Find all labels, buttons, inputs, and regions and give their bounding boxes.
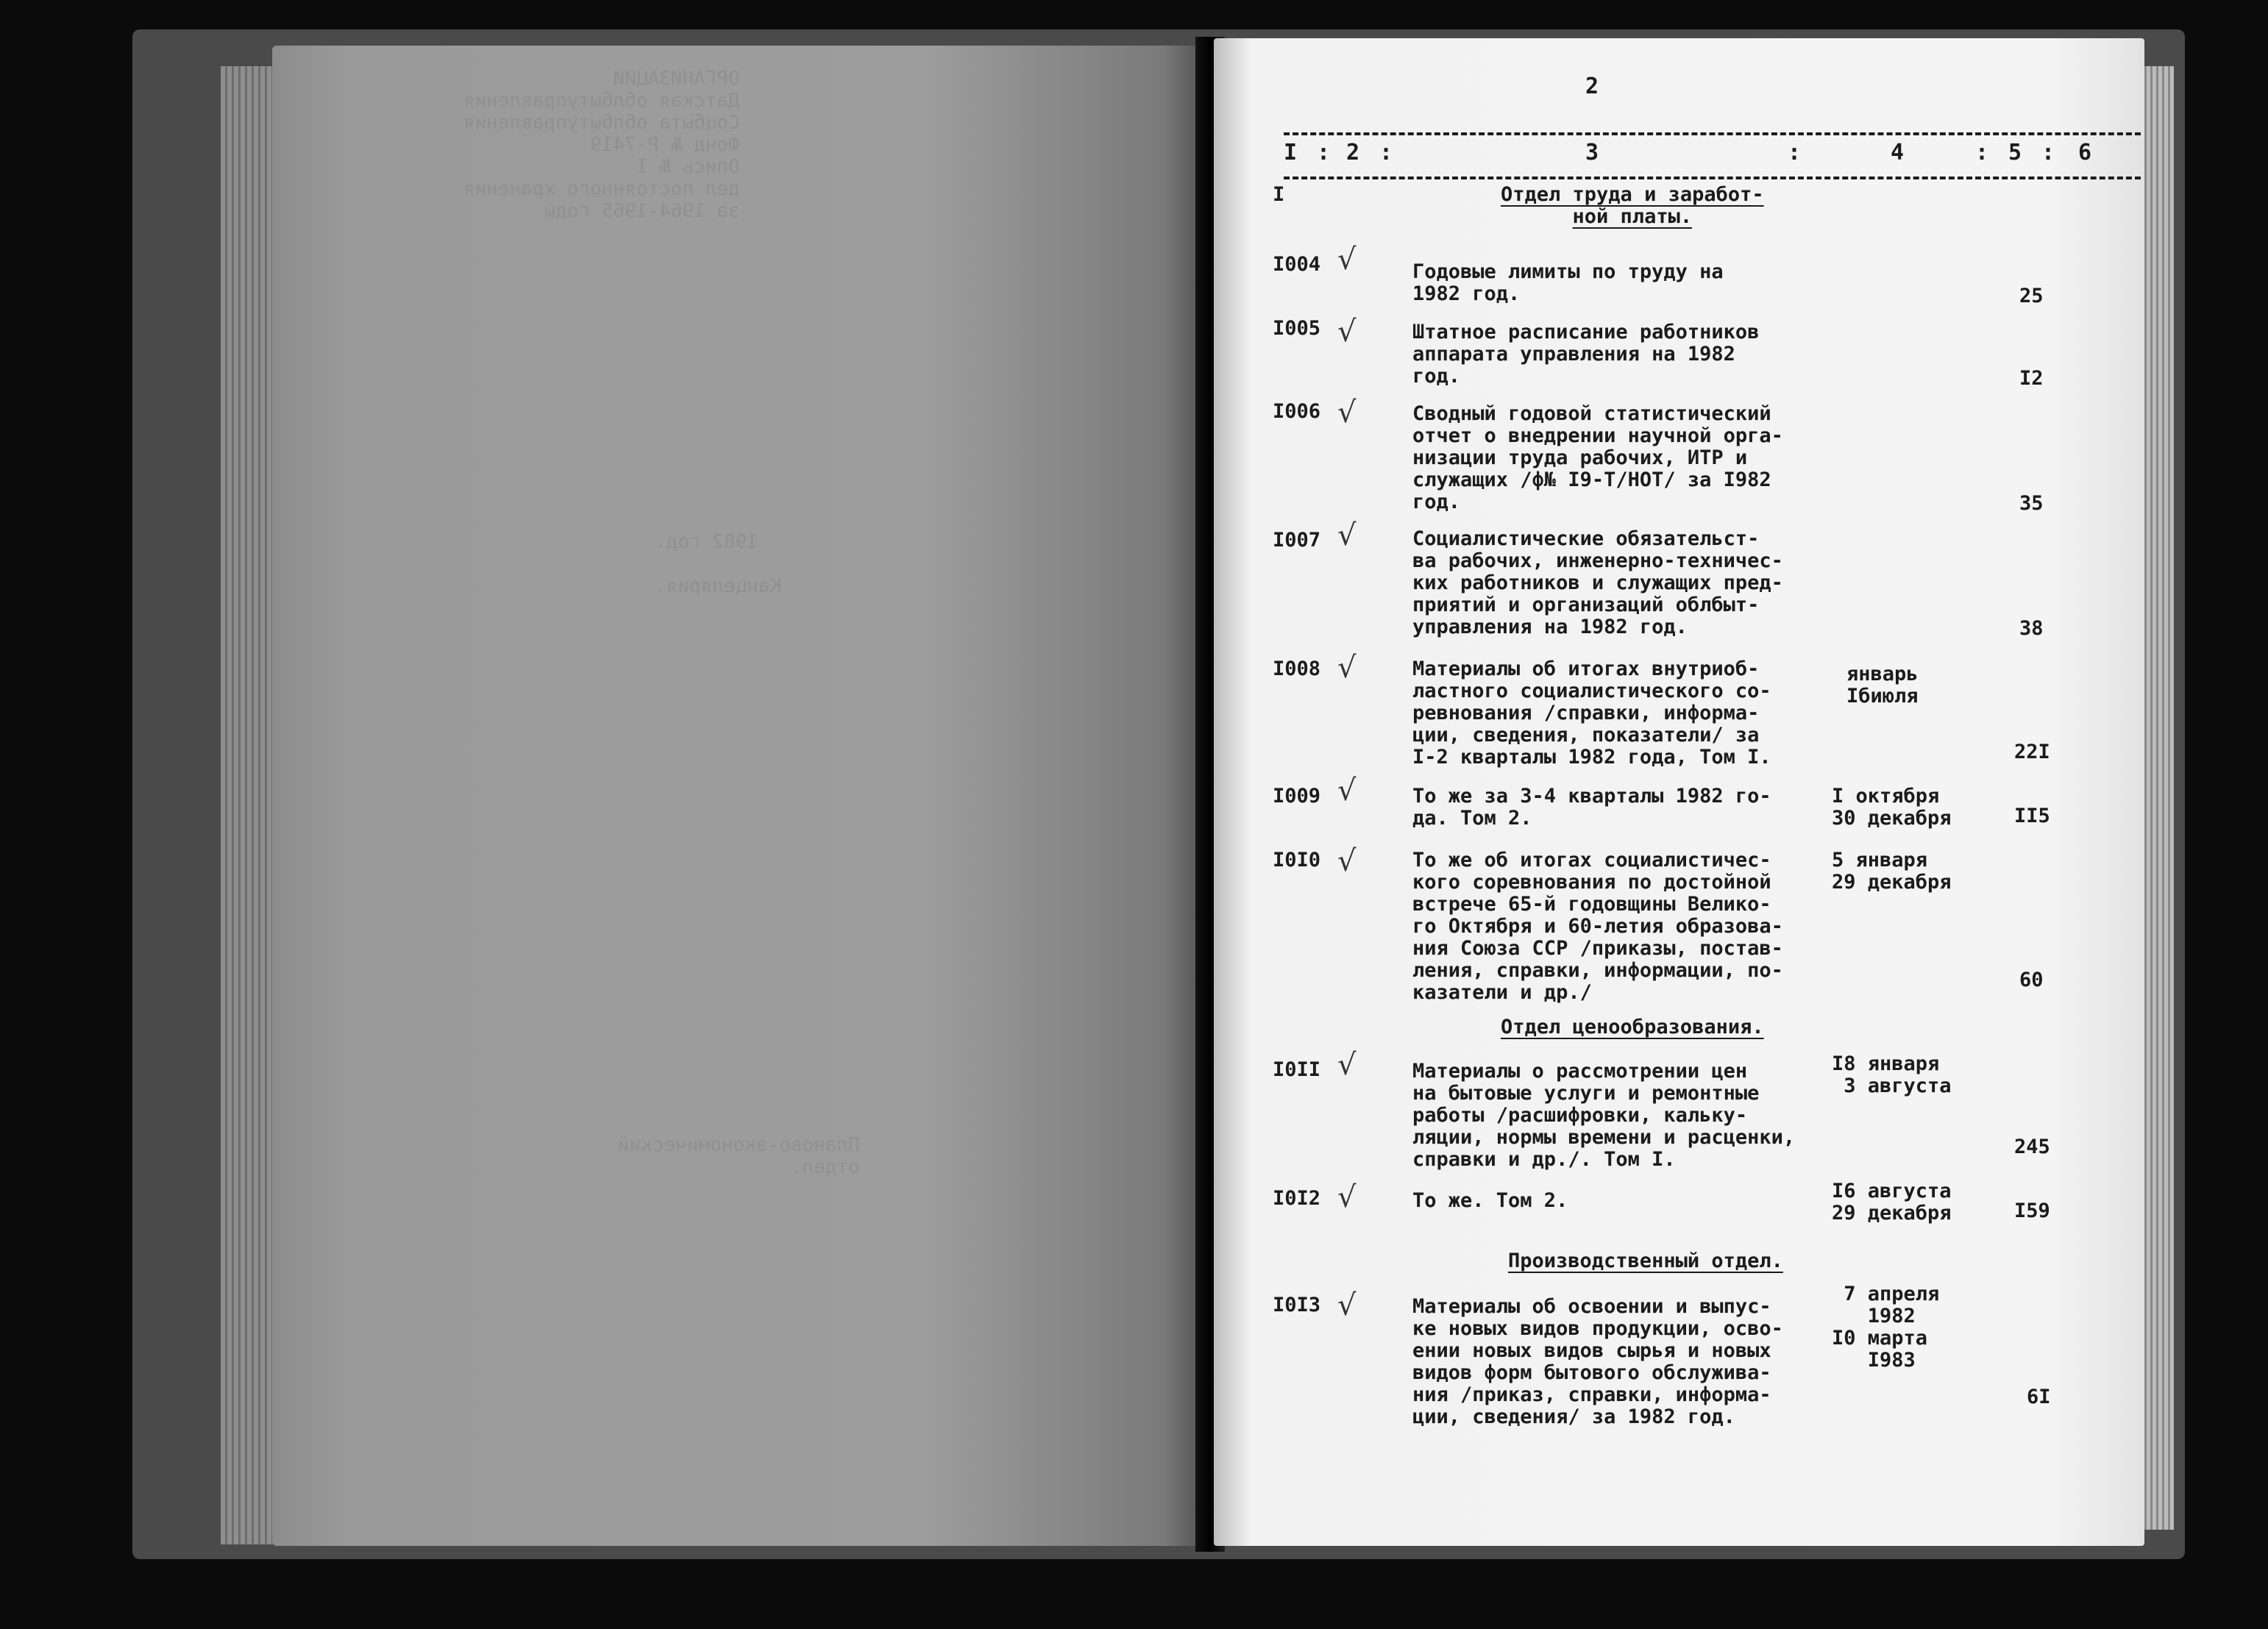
ghost-dept-1: Канцелярия. [655, 575, 782, 597]
row-id: I008 [1273, 657, 1321, 680]
section-production: Производственный отдел. [1508, 1250, 1783, 1272]
row-dates: I6 августа 29 декабря [1832, 1180, 1952, 1225]
row-sheets: 38 [2019, 617, 2044, 640]
row-title: То же об итогах социалистичес- кого соревнования по достойной встрече 65-й годовщины Велико- го Октября и 60-летия образова- ния Союза ССР /приказы, постав- ления, справки, информации, по- казатели и др./ [1412, 849, 1783, 1004]
row-title: Материалы о рассмотрении цен на бытовые услуги и ремонтные работы /расшифровки, кальку- ляции, нормы времени и расценки, справки и др./. Том I. [1412, 1060, 1796, 1171]
row-title: То же за 3-4 кварталы 1982 го- да. Том 2. [1412, 785, 1771, 830]
row-id: I007 [1273, 529, 1321, 552]
row-dates: 5 января 29 декабря [1832, 849, 1952, 894]
row-dates: I8 января 3 августа [1832, 1052, 1952, 1097]
col-header-3: 3 [1585, 140, 1599, 165]
ghost-dept-2: Планово-экономический отдел. [618, 1134, 860, 1178]
row-dates: 7 апреля 1982 I0 марта I983 [1832, 1283, 1940, 1372]
row-title: То же. Том 2. [1412, 1189, 1568, 1212]
checkmark-icon: √ [1337, 1288, 1357, 1322]
ghost-header: ОРГАНИЗАЦИИ Датская облбытуправления Соцбыта облбытуправления Фонд № Р-7419 Опись № I дел постоянного хранения за 1964-1965 годы [463, 68, 740, 222]
right-page-edges [2141, 66, 2174, 1530]
row-sheets: 25 [2019, 285, 2044, 307]
col-sep-4: : [1975, 140, 1989, 165]
row-id: I005 [1273, 317, 1321, 340]
row-sheets: 22I [2014, 741, 2050, 763]
row-id: I0I3 [1273, 1294, 1321, 1316]
row-title: Штатное расписание работников аппарата управления на 1982 год. [1412, 321, 1760, 388]
row-id: I0II [1273, 1058, 1321, 1081]
checkmark-icon: √ [1337, 396, 1357, 429]
row-dates: I октября 30 декабря [1832, 785, 1952, 830]
col-sep-3: : [1788, 140, 1802, 165]
col-header-1: I [1284, 140, 1298, 165]
checkmark-icon: √ [1337, 1048, 1357, 1082]
row-title: Материалы об освоении и выпус- ке новых видов продукции, осво- ении новых видов сырья и новых видов форм бытового обслужива- ния /приказ, справки, информа- ции, сведения/ за 1982 год. [1412, 1295, 1783, 1428]
column-number-row: I [1273, 183, 1285, 206]
checkmark-icon: √ [1337, 774, 1357, 808]
col-sep-1: : [1317, 140, 1331, 165]
checkmark-icon: √ [1337, 844, 1357, 878]
row-dates: январь Iбиюля [1846, 663, 1919, 707]
row-title: Социалистические обязательст- ва рабочих, инженерно-техничес- ких работников и служащих пред- приятий и организаций облбыт- управления на 1982 год. [1412, 527, 1783, 638]
section-pricing: Отдел ценообразования. [1501, 1016, 1764, 1038]
row-sheets: II5 [2014, 805, 2050, 827]
col-sep-2: : [1379, 140, 1393, 165]
row-id: I006 [1273, 400, 1321, 423]
col-header-4: 4 [1891, 140, 1905, 165]
row-title: Сводный годовой статистический отчет о внедрении научной орга- низации труда рабочих, ИТР и служащих /ф№ I9-Т/НОТ/ за I982 год. [1412, 402, 1783, 513]
left-page [272, 46, 1201, 1546]
section-labor: Отдел труда и заработ- ной платы. [1501, 183, 1764, 228]
row-sheets: 60 [2019, 969, 2044, 991]
row-sheets: 245 [2014, 1136, 2050, 1158]
col-sep-5: : [2041, 140, 2055, 165]
header-rule-bottom [1284, 177, 2141, 179]
page-number: 2 [1585, 74, 1599, 99]
header-rule-top [1284, 132, 2141, 135]
row-sheets: 6I [2027, 1386, 2051, 1408]
checkmark-icon: √ [1337, 651, 1357, 685]
row-sheets: I59 [2014, 1200, 2050, 1222]
row-id: I009 [1273, 785, 1321, 808]
row-sheets: 35 [2019, 492, 2044, 515]
row-id: I004 [1273, 253, 1321, 276]
col-header-5: 5 [2008, 140, 2022, 165]
col-header-2: 2 [1346, 140, 1360, 165]
row-title: Годовые лимиты по труду на 1982 год. [1412, 260, 1724, 305]
checkmark-icon: √ [1337, 518, 1357, 552]
row-id: I0I0 [1273, 849, 1321, 871]
row-sheets: I2 [2019, 367, 2044, 390]
checkmark-icon: √ [1337, 243, 1357, 277]
checkmark-icon: √ [1337, 315, 1357, 349]
checkmark-icon: √ [1337, 1180, 1357, 1214]
row-title: Материалы об итогах внутриоб- ластного социалистического со- ревнования /справки, информа- ции, сведения, показатели/ за I-2 кварталы 1982 года, Том I. [1412, 657, 1771, 769]
col-header-6: 6 [2078, 140, 2092, 165]
ghost-year: 1982 год. [655, 531, 758, 553]
row-id: I0I2 [1273, 1187, 1321, 1210]
